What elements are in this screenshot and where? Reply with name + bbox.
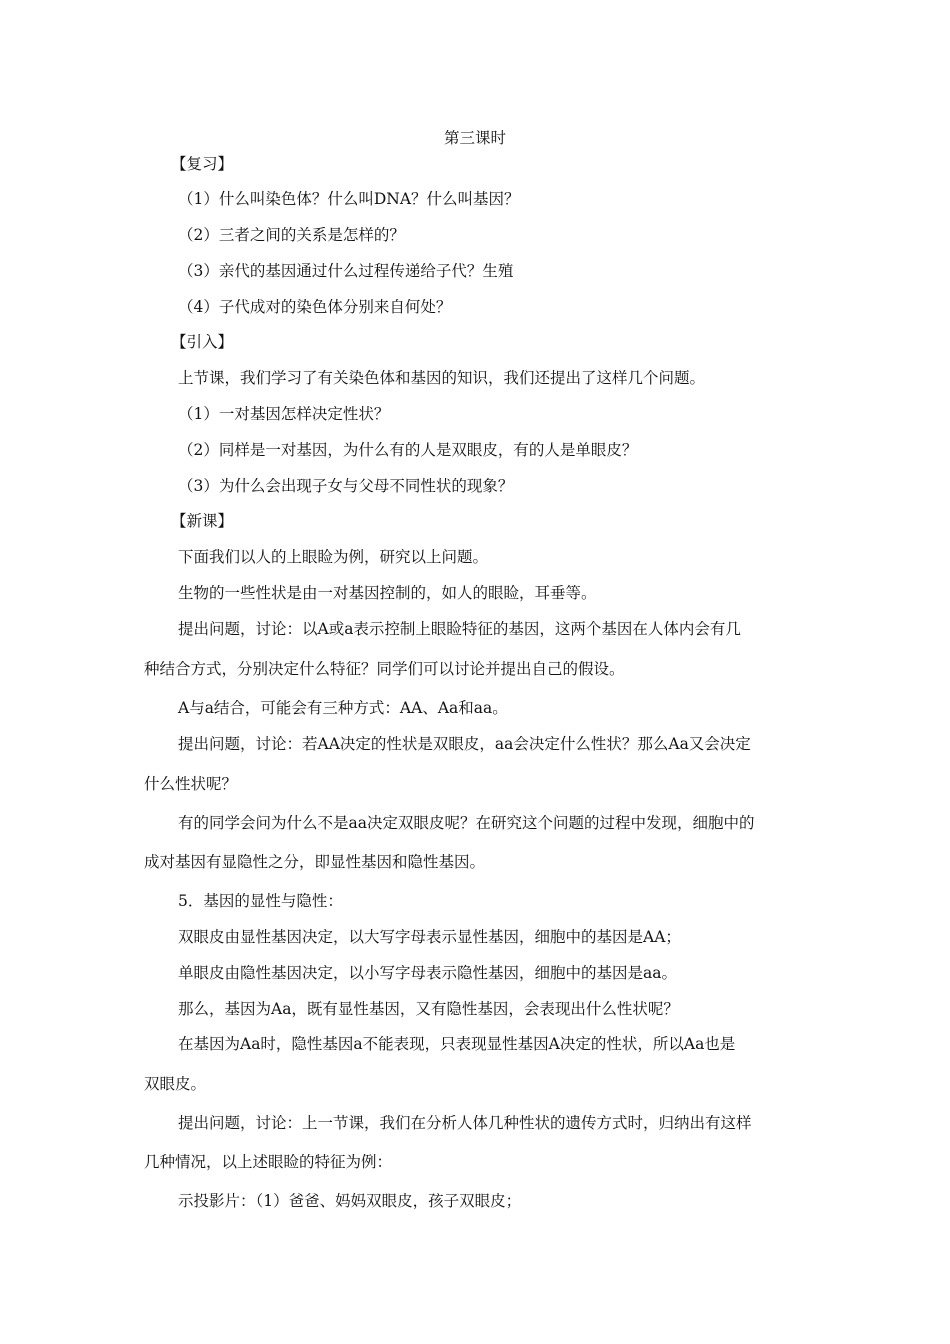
paragraph-line: 在基因为Aa时，隐性基因a不能表现，只表现显性基因A决定的性状，所以Aa也是 <box>178 1035 736 1053</box>
paragraph-line: 生物的一些性状是由一对基因控制的，如人的眼睑，耳垂等。 <box>178 584 597 602</box>
paragraph-line: 单眼皮由隐性基因决定，以小写字母表示隐性基因，细胞中的基因是aa。 <box>178 964 677 982</box>
paragraph-line: （2）同样是一对基因，为什么有的人是双眼皮，有的人是单眼皮？ <box>178 441 638 459</box>
paragraph-line: 有的同学会问为什么不是aa决定双眼皮呢？在研究这个问题的过程中发现，细胞中的 <box>178 814 755 832</box>
paragraph-line: 双眼皮由显性基因决定，以大写字母表示显性基因，细胞中的基因是AA； <box>178 928 681 946</box>
paragraph-line: 双眼皮。 <box>144 1075 207 1093</box>
paragraph-line: 种结合方式，分别决定什么特征？同学们可以讨论并提出自己的假设。 <box>144 660 625 678</box>
paragraph-line: （1）一对基因怎样决定性状？ <box>178 405 390 423</box>
paragraph-line: 提出问题，讨论：上一节课，我们在分析人体几种性状的遗传方式时，归纳出有这样 <box>178 1114 752 1132</box>
page-title: 第三课时 <box>443 129 506 147</box>
section-heading-intro: 【引入】 <box>171 333 234 351</box>
paragraph-line: 提出问题，讨论：以A或a表示控制上眼睑特征的基因，这两个基因在人体内会有几 <box>178 620 741 638</box>
paragraph-line: A与a结合，可能会有三种方式：AA、Aa和aa。 <box>178 699 508 717</box>
paragraph-line: （3）为什么会出现子女与父母不同性状的现象？ <box>178 477 514 495</box>
paragraph-line: 几种情况，以上述眼睑的特征为例： <box>144 1153 393 1171</box>
paragraph-line: 上节课，我们学习了有关染色体和基因的知识，我们还提出了这样几个问题。 <box>178 369 706 387</box>
paragraph-line: 示投影片：（1）爸爸、妈妈双眼皮，孩子双眼皮； <box>178 1192 522 1210</box>
paragraph-line: （3）亲代的基因通过什么过程传递给子代？生殖 <box>178 262 514 280</box>
paragraph-line: 下面我们以人的上眼睑为例，研究以上问题。 <box>178 548 489 566</box>
paragraph-line: 5．基因的显性与隐性： <box>178 892 343 910</box>
paragraph-line: 那么，基因为Aa，既有显性基因，又有隐性基因，会表现出什么性状呢？ <box>178 1000 679 1018</box>
paragraph-line: （2）三者之间的关系是怎样的？ <box>178 226 405 244</box>
paragraph-line: （4）子代成对的染色体分别来自何处？ <box>178 298 452 316</box>
paragraph-line: 提出问题，讨论：若AA决定的性状是双眼皮，aa会决定什么性状？那么Aa又会决定 <box>178 735 751 753</box>
section-heading-new-lesson: 【新课】 <box>171 512 234 530</box>
paragraph-line: 成对基因有显隐性之分，即显性基因和隐性基因。 <box>144 853 486 871</box>
section-heading-review: 【复习】 <box>171 155 234 173</box>
paragraph-line: （1）什么叫染色体？什么叫DNA？什么叫基因？ <box>178 190 520 208</box>
paragraph-line: 什么性状呢？ <box>144 775 238 793</box>
